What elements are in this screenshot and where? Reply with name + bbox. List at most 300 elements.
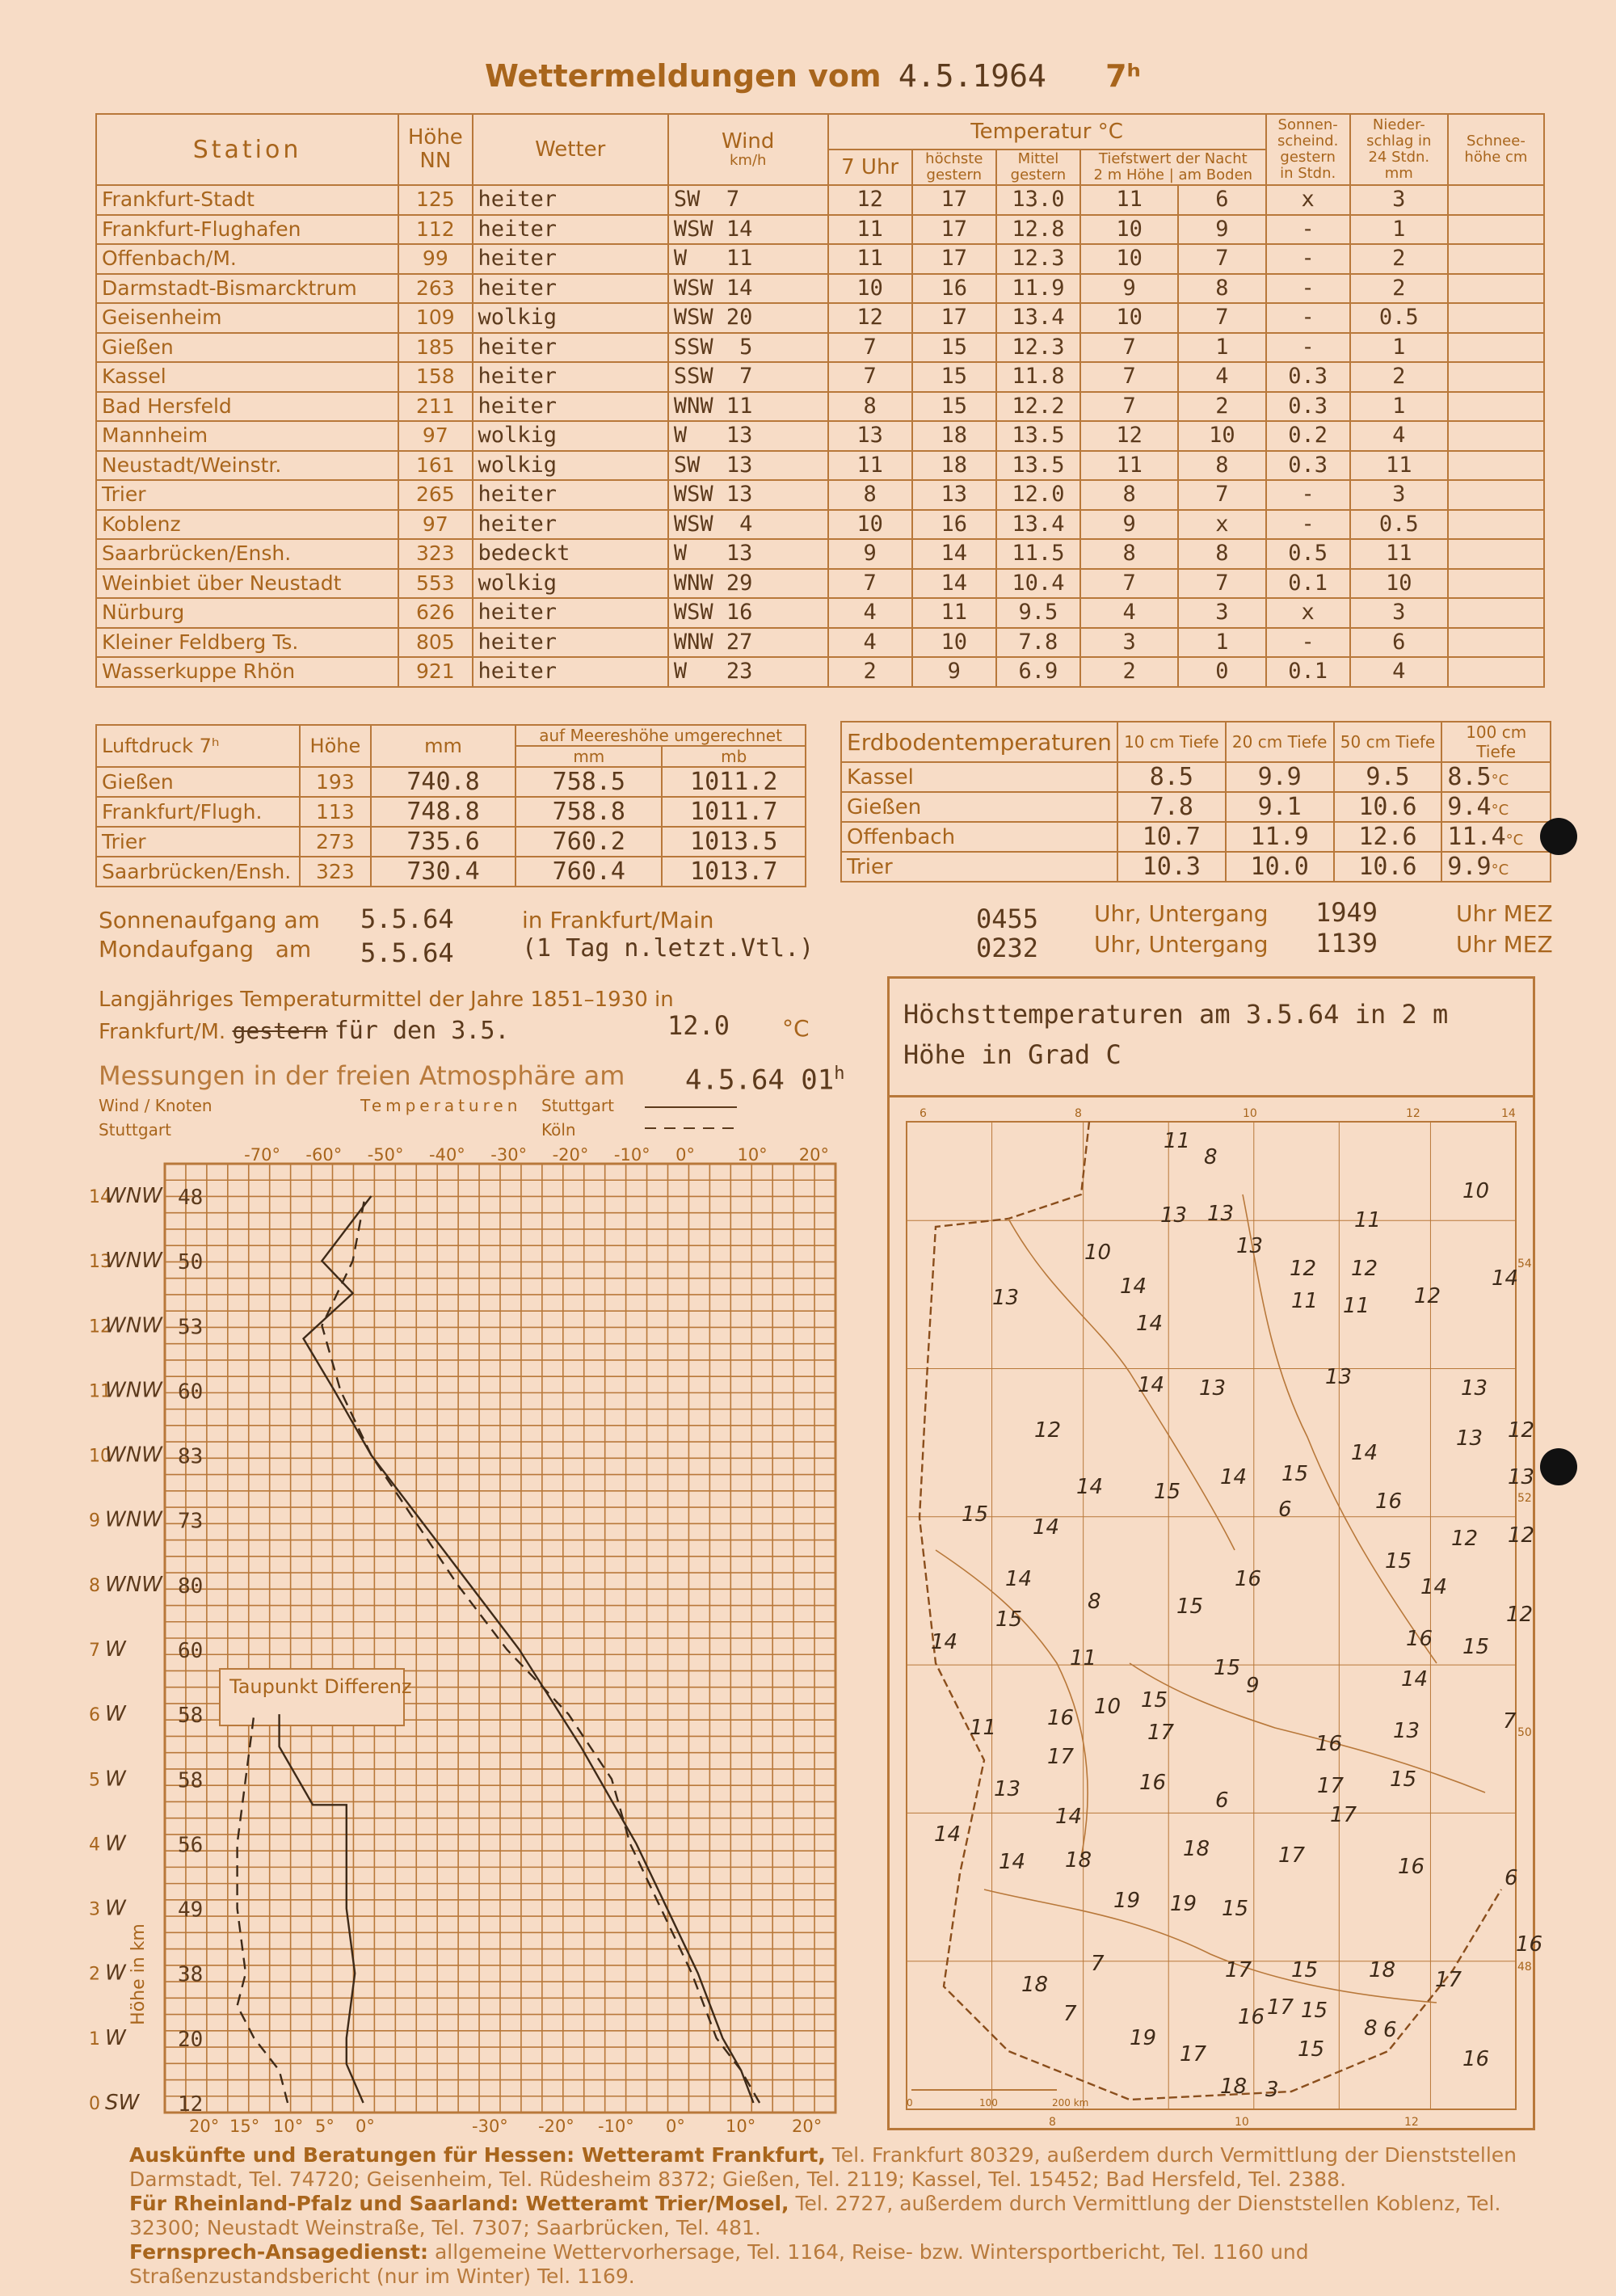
station-schnee xyxy=(1448,244,1544,274)
station-wind: W 11 xyxy=(668,244,828,274)
table-row xyxy=(96,569,1544,599)
col-wetter: Wetter xyxy=(473,114,668,185)
map-temp-value: 13 xyxy=(992,1286,1020,1310)
table-row xyxy=(841,822,1551,852)
lon-tick: 14 xyxy=(1501,1107,1516,1120)
station-min2m: 3 xyxy=(1080,628,1178,658)
station-name: Frankfurt-Flughafen xyxy=(96,215,398,245)
map-temp-value: 13 xyxy=(1393,1719,1420,1743)
station-schnee xyxy=(1448,421,1544,451)
station-max: 13 xyxy=(912,480,996,510)
wind-knots: 49 xyxy=(178,1898,204,1923)
soil-d50: 9.5 xyxy=(1334,762,1442,792)
station-wetter: wolkig xyxy=(473,421,668,451)
wind-direction: W xyxy=(105,1831,126,1856)
station-boden: 1 xyxy=(1178,333,1265,363)
map-temp-value: 16 xyxy=(1398,1855,1425,1879)
lon-tick: 10 xyxy=(1243,1107,1257,1120)
station-t7: 12 xyxy=(828,185,912,215)
station-max: 14 xyxy=(912,539,996,569)
longterm-line2 xyxy=(99,1017,510,1045)
station-min2m: 10 xyxy=(1080,215,1178,245)
map-temp-value: 10 xyxy=(1084,1241,1112,1265)
wind-direction: WNW xyxy=(105,1378,162,1403)
map-temp-value: 17 xyxy=(1047,1745,1075,1769)
station-min2m: 7 xyxy=(1080,392,1178,422)
wind-knots: 60 xyxy=(178,1639,204,1663)
atmo-title: Messungen in der freien Atmosphäre am xyxy=(99,1060,625,1091)
temp-tick-bottom: 0° xyxy=(356,2117,375,2136)
station-wetter: heiter xyxy=(473,185,668,215)
lon-tick-bottom: 12 xyxy=(1404,2116,1419,2129)
footer-bold-2: Für Rheinland-Pfalz und Saarland: Wetteramt Trier/Mosel, xyxy=(129,2192,789,2215)
station-hoehe: 112 xyxy=(398,215,472,245)
table-row xyxy=(96,539,1544,569)
station-nieder: 3 xyxy=(1350,185,1448,215)
pressure-col-sea-mm: mm xyxy=(516,746,662,767)
soil-d100: 8.5 xyxy=(1447,763,1492,791)
station-max: 16 xyxy=(912,510,996,540)
wind-direction: WNW xyxy=(105,1572,162,1597)
station-t7: 4 xyxy=(828,598,912,628)
map-temp-value: 12 xyxy=(1351,1257,1378,1281)
wind-knots: 53 xyxy=(178,1315,204,1340)
station-t7: 13 xyxy=(828,421,912,451)
wind-direction: W xyxy=(105,2025,126,2050)
pressure-hoehe: 193 xyxy=(300,767,371,797)
pressure-title: Luftdruck 7ʰ xyxy=(96,725,300,767)
station-boden: 8 xyxy=(1178,274,1265,304)
station-wind: WNW 29 xyxy=(668,569,828,599)
station-hoehe: 921 xyxy=(398,657,472,687)
station-schnee xyxy=(1448,451,1544,481)
series-line xyxy=(280,1714,364,2103)
station-boden: 7 xyxy=(1178,569,1265,599)
punch-hole xyxy=(1540,1448,1577,1485)
map-temp-value: 18 xyxy=(1220,2075,1248,2099)
station-schnee xyxy=(1448,392,1544,422)
temp-tick-bottom: 20° xyxy=(792,2117,823,2136)
map-temp-value: 19 xyxy=(1170,1892,1197,1916)
table-row xyxy=(96,392,1544,422)
soil-d20: 10.0 xyxy=(1226,852,1334,882)
col-tiefst: Tiefstwert der Nacht 2 m Höhe | am Boden xyxy=(1080,150,1266,185)
station-wetter: wolkig xyxy=(473,451,668,481)
station-t7: 7 xyxy=(828,362,912,392)
soil-d20: 9.9 xyxy=(1226,762,1334,792)
soil-unit: °C xyxy=(1505,832,1524,849)
station-wind: WSW 13 xyxy=(668,480,828,510)
atmo-date xyxy=(685,1064,844,1096)
station-wind: WNW 11 xyxy=(668,392,828,422)
station-table xyxy=(95,113,1545,688)
station-hoehe: 109 xyxy=(398,303,472,333)
station-sonne: x xyxy=(1266,598,1350,628)
station-wetter: heiter xyxy=(473,510,668,540)
moon-note: (1 Tag n.letzt.Vtl.) xyxy=(522,934,814,963)
station-t7: 4 xyxy=(828,628,912,658)
wind-knots: 50 xyxy=(178,1250,204,1275)
soil-unit: °C xyxy=(1491,772,1509,789)
station-mittel: 13.0 xyxy=(996,185,1080,215)
map-temp-value: 15 xyxy=(1176,1595,1204,1619)
footer-text-1: Tel. Frankfurt 80329, außerdem durch Vermittlung der Dienststellen Darmstadt, Tel. 74720; Geisenheim, Tel. Rüdesheim 8372; Gießen, Tel. 2119; Kassel, Tel. 15452; Bad Hersfeld, Tel. 2388. xyxy=(129,2143,1517,2191)
sun-untergang-label: Uhr, Untergang xyxy=(1094,900,1269,927)
station-schnee xyxy=(1448,569,1544,599)
temp-tick-bottom: -10° xyxy=(598,2117,634,2136)
map-temp-value: 8 xyxy=(1088,1590,1101,1614)
station-wind: SW 13 xyxy=(668,451,828,481)
soil-station: Trier xyxy=(841,852,1117,882)
map-temp-value: 14 xyxy=(1076,1475,1104,1499)
map-temp-value: 6 xyxy=(1504,1866,1518,1890)
soil-d100-cell xyxy=(1441,852,1551,882)
station-min2m: 7 xyxy=(1080,333,1178,363)
pressure-mm: 735.6 xyxy=(371,827,516,857)
station-wind: WSW 16 xyxy=(668,598,828,628)
lat-tick: 54 xyxy=(1517,1258,1532,1270)
station-mittel: 12.8 xyxy=(996,215,1080,245)
map-temp-value: 11 xyxy=(1354,1208,1382,1232)
station-mittel: 13.4 xyxy=(996,510,1080,540)
longterm-unit: °C xyxy=(782,1015,810,1042)
station-hoehe: 553 xyxy=(398,569,472,599)
station-wind: W 13 xyxy=(668,421,828,451)
station-mittel: 9.5 xyxy=(996,598,1080,628)
station-name: Weinbiet über Neustadt xyxy=(96,569,398,599)
station-nieder: 1 xyxy=(1350,333,1448,363)
lon-tick: 12 xyxy=(1406,1107,1420,1120)
col-hoehe: Höhe NN xyxy=(398,114,472,185)
station-wind: WSW 14 xyxy=(668,215,828,245)
report-date: 4.5.1964 xyxy=(898,58,1046,94)
station-name: Kleiner Feldberg Ts. xyxy=(96,628,398,658)
station-min2m: 2 xyxy=(1080,657,1178,687)
pressure-station: Frankfurt/Flugh. xyxy=(96,797,300,827)
lat-tick: 48 xyxy=(1517,1961,1532,1974)
table-row xyxy=(96,598,1544,628)
station-name: Nürburg xyxy=(96,598,398,628)
map-temp-value: 17 xyxy=(1147,1721,1175,1745)
temp-tick-bottom: 10° xyxy=(726,2117,756,2136)
map-temp-value: 12 xyxy=(1508,1523,1535,1548)
soil-table xyxy=(840,721,1551,883)
map-temp-value: 14 xyxy=(931,1630,958,1654)
km-tick: 4 xyxy=(89,1835,100,1856)
station-boden: 10 xyxy=(1178,421,1265,451)
station-name: Wasserkuppe Rhön xyxy=(96,657,398,687)
map-temp-value: 12 xyxy=(1451,1527,1479,1551)
station-schnee xyxy=(1448,215,1544,245)
soil-col-20: 20 cm Tiefe xyxy=(1226,722,1334,762)
station-boden: 8 xyxy=(1178,539,1265,569)
map-temp-value: 3 xyxy=(1265,2078,1279,2102)
map-temp-value: 8 xyxy=(1364,2016,1378,2041)
soil-d50: 10.6 xyxy=(1334,852,1442,882)
km-tick: 0 xyxy=(89,2094,100,2114)
station-t7: 2 xyxy=(828,657,912,687)
map-temp-value: 17 xyxy=(1225,1958,1252,1982)
footer-bold-1: Auskünfte und Beratungen für Hessen: Wetteramt Frankfurt, xyxy=(129,2143,826,2167)
table-row xyxy=(841,852,1551,882)
station-wetter: heiter xyxy=(473,480,668,510)
station-schnee xyxy=(1448,539,1544,569)
station-name: Saarbrücken/Ensh. xyxy=(96,539,398,569)
station-sonne: - xyxy=(1266,480,1350,510)
soil-unit: °C xyxy=(1491,862,1509,878)
station-boden: 1 xyxy=(1178,628,1265,658)
sun-rise: 0455 xyxy=(976,904,1039,934)
station-mittel: 11.9 xyxy=(996,274,1080,304)
pressure-station: Saarbrücken/Ensh. xyxy=(96,857,300,887)
station-max: 17 xyxy=(912,244,996,274)
map-temp-value: 15 xyxy=(1222,1897,1249,1921)
station-boden: 2 xyxy=(1178,392,1265,422)
soil-d100-cell xyxy=(1441,762,1551,792)
station-t7: 7 xyxy=(828,569,912,599)
station-wind: WSW 20 xyxy=(668,303,828,333)
station-schnee xyxy=(1448,628,1544,658)
map-temp-value: 14 xyxy=(1351,1441,1378,1465)
map-scale-label: 100 xyxy=(979,2097,998,2109)
map-temp-value: 11 xyxy=(970,1716,997,1740)
station-max: 17 xyxy=(912,215,996,245)
map-temp-value: 18 xyxy=(1065,1848,1092,1873)
soil-col-10: 10 cm Tiefe xyxy=(1117,722,1226,762)
soil-d100-cell xyxy=(1441,822,1551,852)
map-temp-value: 16 xyxy=(1047,1706,1075,1730)
station-wind: WSW 4 xyxy=(668,510,828,540)
pressure-hoehe: 113 xyxy=(300,797,371,827)
station-wind: W 13 xyxy=(668,539,828,569)
pressure-mb: 1011.7 xyxy=(662,797,806,827)
station-max: 18 xyxy=(912,421,996,451)
km-tick: 10 xyxy=(89,1446,112,1467)
station-max: 10 xyxy=(912,628,996,658)
footer-text-2: Tel. 2727, außerdem durch Vermittlung der Dienststellen Koblenz, Tel. 32300; Neustadt Weinstraße, Tel. 7307; Saarbrücken, Tel. 481. xyxy=(129,2192,1501,2239)
legend-stuttgart: Stuttgart xyxy=(541,1096,614,1115)
station-sonne: - xyxy=(1266,215,1350,245)
station-boden: 9 xyxy=(1178,215,1265,245)
station-t7: 8 xyxy=(828,392,912,422)
km-tick: 12 xyxy=(89,1317,112,1338)
lon-tick: 6 xyxy=(920,1107,927,1120)
map-river xyxy=(1130,1663,1485,1793)
station-schnee xyxy=(1448,274,1544,304)
station-t7: 10 xyxy=(828,274,912,304)
temp-tick-top: 0° xyxy=(675,1145,696,1165)
wind-direction: WNW xyxy=(105,1507,162,1532)
station-min2m: 4 xyxy=(1080,598,1178,628)
temp-tick-bottom: 5° xyxy=(315,2117,335,2136)
soil-d100: 11.4 xyxy=(1447,823,1506,851)
map-temp-value: 17 xyxy=(1330,1803,1357,1827)
punch-hole xyxy=(1540,818,1577,855)
map-temp-value: 13 xyxy=(1325,1365,1353,1389)
map-temp-value: 12 xyxy=(1508,1418,1535,1443)
map-temp-value: 13 xyxy=(1461,1376,1488,1401)
table-row xyxy=(96,480,1544,510)
soil-col-50: 50 cm Tiefe xyxy=(1334,722,1442,762)
map-temp-value: 10 xyxy=(1462,1179,1490,1203)
map-temp-value: 17 xyxy=(1435,1968,1462,1992)
map-temp-value: 7 xyxy=(1503,1709,1517,1734)
legend-wind: Wind / Knoten xyxy=(99,1096,213,1115)
map-temp-value: 10 xyxy=(1094,1695,1122,1719)
station-min2m: 11 xyxy=(1080,185,1178,215)
soil-d20: 11.9 xyxy=(1226,822,1334,852)
col-t7: 7 Uhr xyxy=(828,150,912,185)
pressure-sea-mm: 760.2 xyxy=(516,827,662,857)
station-name: Offenbach/M. xyxy=(96,244,398,274)
pressure-station: Gießen xyxy=(96,767,300,797)
station-boden: 7 xyxy=(1178,480,1265,510)
km-tick: 9 xyxy=(89,1510,100,1531)
station-t7: 10 xyxy=(828,510,912,540)
station-nieder: 2 xyxy=(1350,244,1448,274)
sun-unit: Uhr MEZ xyxy=(1456,900,1553,927)
km-tick: 2 xyxy=(89,1964,100,1985)
map-temp-value: 16 xyxy=(1462,2047,1490,2071)
station-max: 17 xyxy=(912,185,996,215)
legend-temp: Temperaturen xyxy=(360,1096,522,1115)
wind-direction: W xyxy=(105,1767,126,1792)
temp-tick-bottom: 10° xyxy=(273,2117,304,2136)
map-temp-value: 16 xyxy=(1315,1732,1343,1756)
soil-d50: 10.6 xyxy=(1334,792,1442,822)
lon-tick: 8 xyxy=(1075,1107,1082,1120)
station-schnee xyxy=(1448,185,1544,215)
station-hoehe: 99 xyxy=(398,244,472,274)
legend-koeln: Köln xyxy=(541,1120,576,1140)
lon-tick-bottom: 10 xyxy=(1235,2116,1249,2129)
map-temp-value: 13 xyxy=(1236,1234,1264,1258)
station-max: 18 xyxy=(912,451,996,481)
pressure-sea-mm: 760.4 xyxy=(516,857,662,887)
map-temp-value: 15 xyxy=(1214,1656,1241,1680)
map-temp-value: 14 xyxy=(1138,1373,1165,1397)
station-boden: 0 xyxy=(1178,657,1265,687)
station-boden: 6 xyxy=(1178,185,1265,215)
station-max: 15 xyxy=(912,362,996,392)
longterm-struck: gestern xyxy=(232,1017,328,1044)
station-sonne: x xyxy=(1266,185,1350,215)
moon-date: 5.5.64 xyxy=(360,937,454,968)
table-row xyxy=(96,244,1544,274)
table-row xyxy=(96,797,806,827)
wind-direction: SW xyxy=(105,2091,140,2115)
map-scale-label: 0 xyxy=(907,2097,913,2109)
temp-tick-top: 20° xyxy=(798,1145,829,1165)
station-nieder: 3 xyxy=(1350,480,1448,510)
temp-tick-top: -50° xyxy=(367,1145,404,1165)
col-wind-label: Wind xyxy=(722,128,775,154)
station-wind: WNW 27 xyxy=(668,628,828,658)
map-temp-value: 13 xyxy=(1456,1426,1483,1451)
map-temp-value: 17 xyxy=(1278,1843,1306,1868)
lon-tick-bottom: 8 xyxy=(1049,2116,1056,2129)
map-temp-value: 14 xyxy=(1120,1274,1147,1299)
wind-knots: 38 xyxy=(178,1962,204,1987)
station-hoehe: 97 xyxy=(398,510,472,540)
hoehe-label: Höhe in km xyxy=(128,1923,149,2025)
station-wind: SSW 7 xyxy=(668,362,828,392)
pressure-col-sea-mb: mb xyxy=(662,746,806,767)
station-boden: 3 xyxy=(1178,598,1265,628)
col-tiefst-2m: 2 m Höhe xyxy=(1093,166,1164,183)
table-row xyxy=(96,421,1544,451)
station-max: 14 xyxy=(912,569,996,599)
station-wetter: heiter xyxy=(473,628,668,658)
map-temp-value: 12 xyxy=(1506,1603,1534,1627)
map-temp-value: 15 xyxy=(1281,1462,1309,1486)
col-hoechste: höchste gestern xyxy=(912,150,996,185)
station-mittel: 10.4 xyxy=(996,569,1080,599)
col-station: Station xyxy=(96,114,398,185)
report-hour: 7ʰ xyxy=(1105,58,1141,94)
pressure-sea-mm: 758.8 xyxy=(516,797,662,827)
pressure-table xyxy=(95,724,806,887)
map-title-line1: Höchsttemperaturen am 3.5.64 in 2 m xyxy=(903,999,1449,1030)
km-tick: 3 xyxy=(89,1899,100,1920)
wind-knots: 58 xyxy=(178,1768,204,1793)
station-sonne: - xyxy=(1266,628,1350,658)
pressure-mm: 730.4 xyxy=(371,857,516,887)
map-temp-value: 6 xyxy=(1383,2018,1397,2042)
station-boden: x xyxy=(1178,510,1265,540)
moon-rise: 0232 xyxy=(976,933,1039,963)
soil-col-100: 100 cm Tiefe xyxy=(1441,722,1551,762)
station-hoehe: 97 xyxy=(398,421,472,451)
pressure-mb: 1011.2 xyxy=(662,767,806,797)
col-mittel: Mittel gestern xyxy=(996,150,1080,185)
map-temp-value: 16 xyxy=(1406,1627,1433,1651)
map-temp-value: 13 xyxy=(1199,1376,1227,1401)
map-temp-value: 15 xyxy=(1301,1999,1328,2023)
map-temp-value: 18 xyxy=(1369,1958,1396,1982)
station-mittel: 12.0 xyxy=(996,480,1080,510)
station-sonne: - xyxy=(1266,510,1350,540)
map-river xyxy=(1243,1194,1437,1663)
station-nieder: 2 xyxy=(1350,362,1448,392)
table-row xyxy=(841,762,1551,792)
station-sonne: 0.1 xyxy=(1266,657,1350,687)
station-mittel: 12.3 xyxy=(996,333,1080,363)
soil-title: Erdbodentemperaturen xyxy=(841,722,1117,762)
moon-unit: Uhr MEZ xyxy=(1456,931,1553,958)
map-temp-value: 13 xyxy=(1207,1202,1235,1226)
station-name: Bad Hersfeld xyxy=(96,392,398,422)
station-sonne: 0.1 xyxy=(1266,569,1350,599)
station-hoehe: 323 xyxy=(398,539,472,569)
soil-d100-cell xyxy=(1441,792,1551,822)
station-nieder: 1 xyxy=(1350,215,1448,245)
sun-place: in Frankfurt/Main xyxy=(522,907,714,933)
footer-text-3: allgemeine Wettervorhersage, Tel. 1164, Reise- bzw. Wintersportbericht, Tel. 1160 und Straßenzustandsbericht (nur im Winter) Tel. 1169. xyxy=(129,2240,1309,2288)
series-line xyxy=(304,1196,754,2103)
map-temp-value: 14 xyxy=(934,1822,962,1847)
station-t7: 11 xyxy=(828,215,912,245)
wind-direction: WNW xyxy=(105,1184,162,1208)
station-wetter: heiter xyxy=(473,215,668,245)
wind-knots: 60 xyxy=(178,1380,204,1405)
table-row xyxy=(96,857,806,887)
station-max: 11 xyxy=(912,598,996,628)
station-mittel: 11.8 xyxy=(996,362,1080,392)
atmo-date-value: 4.5.64 01 xyxy=(685,1064,835,1097)
wind-direction: WNW xyxy=(105,1443,162,1468)
soil-unit: °C xyxy=(1491,802,1509,819)
